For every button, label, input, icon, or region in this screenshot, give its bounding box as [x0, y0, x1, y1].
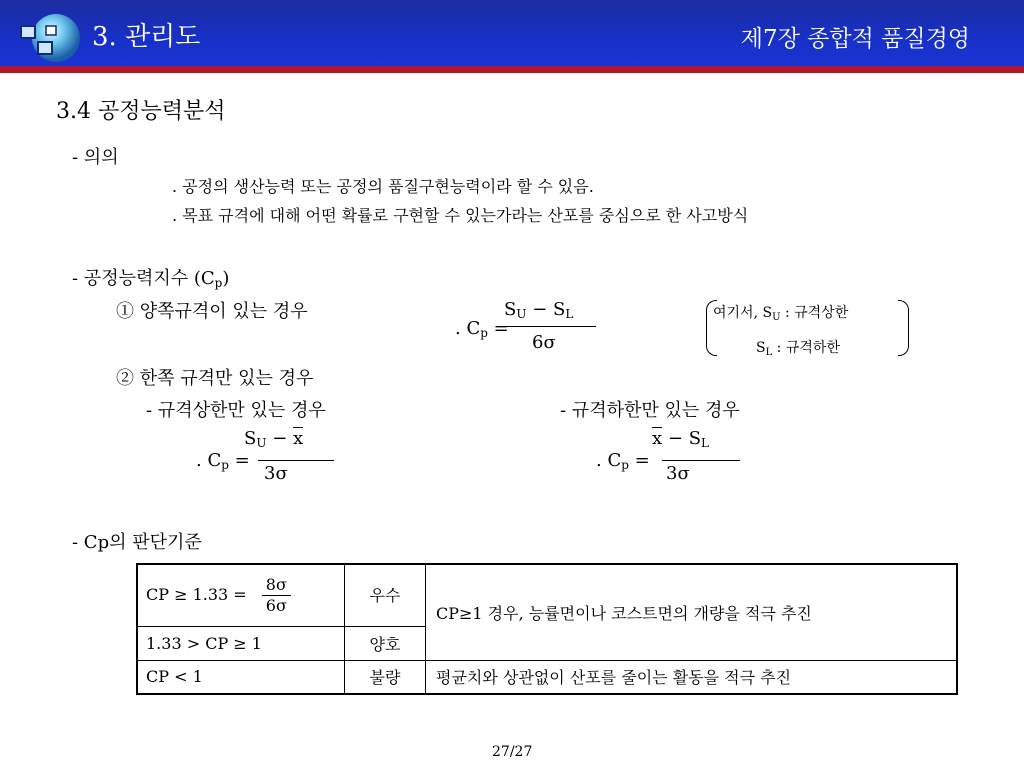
excellent-fraction-denominator: 6σ	[265, 595, 287, 615]
excellent-fraction-numerator: 8σ	[262, 575, 291, 596]
table-row	[137, 564, 957, 626]
upper-numerator: $S_U - x$	[244, 428, 304, 450]
criteria-table	[136, 563, 958, 695]
criteria-condition-cell: 1.33 > CP ≥ 1	[137, 626, 345, 660]
lower-numerator: $x - S_L$	[652, 428, 709, 450]
slide-title: 3. 관리도	[92, 22, 201, 52]
criteria-action-cell: 평균치와 상관없이 산포를 줄이는 활동을 적극 추진	[426, 660, 958, 694]
globe-logo-icon	[16, 12, 84, 64]
criteria-heading: - Cp의 판단기준	[72, 532, 202, 553]
section-title: 3.4 공정능력분석	[56, 99, 226, 124]
upper-only-label: - 규격상한만 있는 경우	[146, 400, 326, 421]
note-right-bracket	[898, 300, 909, 356]
criteria-action-cell: CP≥1 경우, 능률면이나 코스트면의 개량을 적극 추진	[426, 564, 958, 660]
lower-denominator: 3σ	[666, 463, 690, 484]
note-upper-limit: 여기서, $S_U$ : 규격상한	[713, 305, 849, 323]
meaning-line-1: . 공정의 생산능력 또는 공정의 품질구현능력이라 할 수 있음.	[172, 177, 594, 196]
case1-label: ① 양쪽규격이 있는 경우	[116, 301, 308, 322]
case1-numerator: $S_U - S_L$	[504, 299, 574, 321]
upper-denominator: 3σ	[264, 463, 288, 484]
index-heading: - 공정능력지수 $(C_p)$	[72, 268, 230, 290]
criteria-grade-cell: 양호	[345, 626, 426, 660]
criteria-condition-cell: CP < 1	[137, 660, 345, 694]
criteria-condition-cell: CP ≥ 1.33 = $\frac{8\sigma}{6\sigma}$	[137, 564, 345, 626]
chapter-title: 제7장 종합적 품질경영	[740, 26, 970, 52]
case2-label: ② 한쪽 규격만 있는 경우	[116, 368, 314, 389]
meaning-line-2: . 목표 규격에 대해 어떤 확률로 구현할 수 있는가라는 산포를 중심으로 한 사고방식	[172, 206, 749, 225]
lower-only-label: - 규격하한만 있는 경우	[560, 400, 740, 421]
upper-fraction-bar	[258, 460, 334, 461]
case1-lhs: . $C_p$ =	[455, 318, 509, 340]
case1-fraction-bar	[500, 326, 596, 327]
page-number: 27/27	[492, 744, 533, 760]
lower-lhs: . $C_p$ =	[596, 450, 650, 472]
meaning-heading: - 의의	[72, 147, 119, 168]
upper-lhs: . $C_p$ =	[196, 450, 250, 472]
table-row	[137, 660, 957, 694]
criteria-grade-cell: 불량	[345, 660, 426, 694]
criteria-grade-cell: 우수	[345, 564, 426, 626]
case1-denominator: 6σ	[532, 332, 556, 353]
note-lower-limit: $S_L$ : 규격하한	[756, 340, 840, 358]
lower-fraction-bar	[662, 460, 740, 461]
header-accent-line	[0, 66, 1024, 73]
